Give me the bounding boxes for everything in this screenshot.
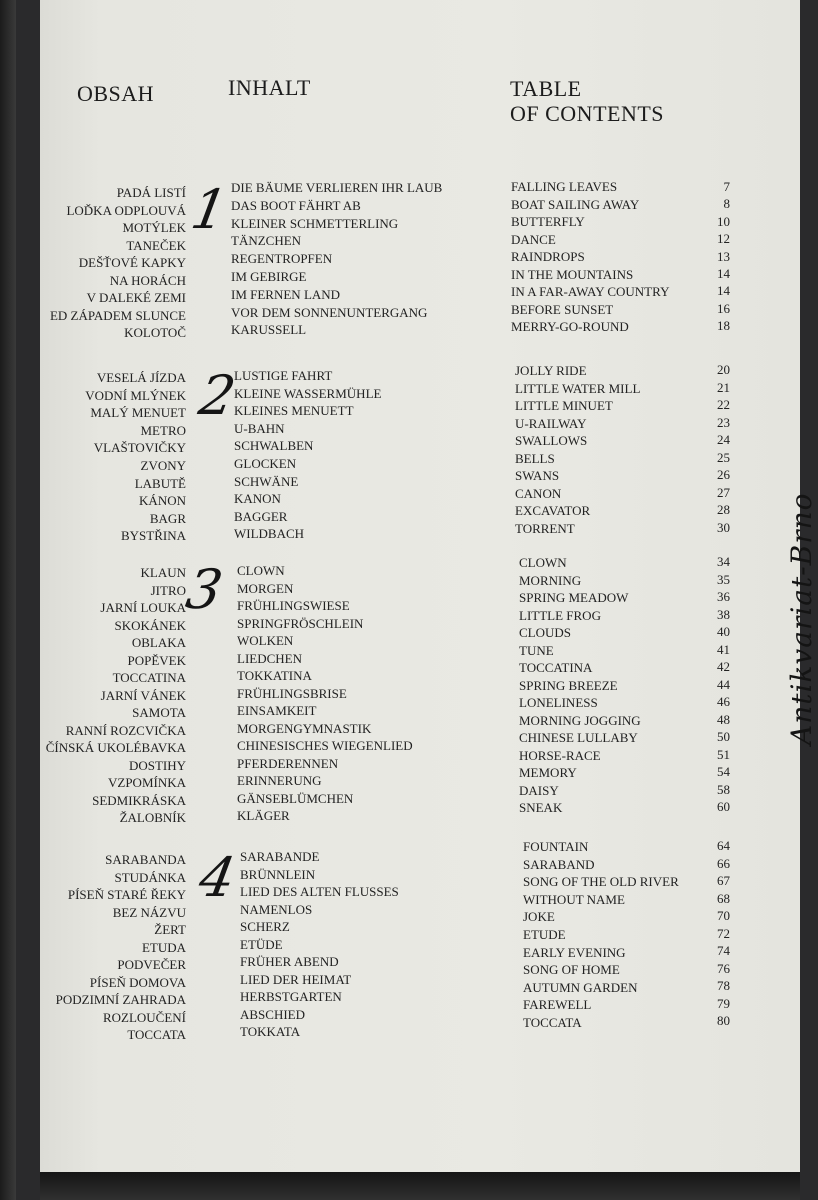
german-title: IM FERNEN LAND [231, 286, 341, 302]
czech-title: JITRO [150, 582, 186, 598]
german-title: CLOWN [237, 563, 285, 578]
page-number: 35 [717, 571, 730, 587]
german-title: MORGENGYMNASTIK [237, 720, 372, 736]
page-number: 74 [717, 943, 730, 958]
english-title: SPRING BREEZE [519, 677, 618, 693]
czech-title: VESELÁ JÍZDA [96, 370, 186, 385]
german-title: ABSCHIED [240, 1006, 306, 1022]
english-title: BELLS [515, 450, 555, 466]
czech-title: DEŠŤOVÉ KAPKY [78, 255, 186, 270]
page-number: 28 [717, 502, 730, 517]
german-title: DIE BÄUME VERLIEREN IHR LAUB [231, 180, 443, 195]
page-number: 51 [717, 746, 730, 762]
english-title: EARLY EVENING [523, 944, 626, 960]
czech-title: METRO [140, 422, 186, 438]
czech-title: PODZIMNÍ ZAHRADA [55, 992, 186, 1007]
page-number: 14 [717, 283, 730, 299]
czech-title: VODNÍ MLÝNEK [85, 387, 186, 403]
english-title: RAINDROPS [511, 249, 585, 264]
german-title: TOKKATA [240, 1024, 301, 1039]
german-title: U-BAHN [234, 420, 285, 436]
czech-title: TOCCATINA [112, 670, 186, 685]
german-title: WILDBACH [234, 526, 305, 542]
header-obsah: OBSAH [77, 81, 155, 106]
page-number: 40 [717, 624, 730, 639]
page-number: 22 [717, 397, 730, 412]
page-number: 12 [717, 231, 730, 247]
page-number: 44 [717, 676, 730, 692]
page-number: 79 [717, 995, 730, 1011]
czech-title: SEDMIKRÁSKA [92, 792, 186, 808]
czech-title: BYSTŘINA [120, 528, 186, 544]
page-number: 72 [717, 925, 730, 941]
english-title: EXCAVATOR [515, 503, 591, 518]
page-number: 58 [717, 781, 730, 797]
page-number: 24 [717, 432, 730, 447]
german-title: LIED DER HEIMAT [240, 971, 352, 987]
section-number-4: 4 [194, 846, 241, 909]
czech-title: ED ZÁPADEM SLUNCE [49, 307, 186, 323]
german-title: KANON [234, 491, 281, 507]
page-number: 68 [717, 890, 730, 906]
german-title: SCHWÄNE [234, 473, 299, 489]
english-title: TOCCATA [523, 1015, 582, 1030]
english-title: MORNING [519, 572, 582, 588]
czech-title: ROZLOUČENÍ [102, 1009, 186, 1025]
german-title: GLOCKEN [234, 456, 297, 471]
german-title: KLÄGER [237, 808, 290, 823]
english-title: CLOWN [519, 555, 567, 570]
english-title: U-RAILWAY [515, 415, 587, 431]
page-number: 42 [717, 659, 730, 674]
header-table-line2: OF CONTENTS [510, 101, 665, 126]
english-title: FAREWELL [523, 997, 592, 1013]
german-title: SCHWALBEN [234, 438, 314, 454]
czech-title: POPĚVEK [127, 652, 186, 668]
page-number: 46 [717, 694, 730, 709]
page-number: 64 [717, 838, 730, 853]
english-title: IN A FAR-AWAY COUNTRY [511, 284, 670, 299]
english-title: BUTTERFLY [511, 214, 585, 229]
english-title: LONELINESS [519, 695, 598, 710]
page-number: 20 [717, 362, 730, 377]
german-title: KLEINER SCHMETTERLING [231, 215, 399, 231]
czech-title: VLAŠTOVIČKY [93, 440, 186, 456]
page-number: 25 [717, 449, 730, 465]
english-title: WITHOUT NAME [523, 891, 625, 907]
page-bottom-edge [40, 1172, 800, 1200]
german-title: MORGEN [237, 580, 294, 596]
czech-title: MALÝ MENUET [90, 405, 186, 421]
czech-title: NA HORÁCH [109, 272, 186, 288]
page-number: 21 [717, 379, 730, 395]
english-title: BOAT SAILING AWAY [511, 196, 640, 212]
page-shadow-edge [0, 0, 16, 1200]
german-title: BRÜNNLEIN [240, 866, 316, 882]
page-number: 13 [717, 248, 730, 264]
german-title: FRÜHLINGSBRISE [237, 685, 347, 701]
czech-title: PODVEČER [117, 957, 186, 972]
english-title: SONG OF HOME [523, 962, 620, 978]
page-number: 54 [717, 764, 730, 779]
watermark-stamp: Antikvariat-Brno [785, 492, 818, 745]
czech-title: ČÍNSKÁ UKOLÉBAVKA [45, 740, 186, 755]
german-title: VOR DEM SONNENUNTERGANG [231, 304, 428, 320]
page-number: 78 [717, 978, 730, 993]
german-title: HERBSTGARTEN [240, 989, 342, 1004]
czech-title: MOTÝLEK [122, 220, 186, 235]
page-number: 30 [717, 519, 730, 535]
book-page [40, 0, 818, 1172]
czech-title: PÍSEŇ DOMOVA [89, 974, 186, 990]
german-title: LIED DES ALTEN FLUSSES [240, 884, 399, 899]
german-title: IM GEBIRGE [231, 269, 307, 284]
page-number: 70 [717, 908, 730, 923]
czech-title: TANEČEK [126, 237, 186, 253]
czech-title: V DALEKÉ ZEMI [86, 290, 186, 305]
czech-title: BAGR [149, 510, 186, 526]
english-title: SARABAND [523, 856, 595, 872]
czech-title: PÍSEŇ STARÉ ŘEKY [67, 887, 186, 902]
german-title: REGENTROPFEN [231, 251, 333, 267]
english-title: FOUNTAIN [523, 839, 589, 854]
english-title: SPRING MEADOW [519, 590, 629, 605]
czech-title: KOLOTOČ [124, 325, 186, 340]
english-title: DAISY [519, 782, 559, 798]
czech-title: DOSTIHY [128, 757, 186, 773]
german-title: ETÜDE [240, 936, 283, 952]
german-title: LUSTIGE FAHRT [234, 368, 333, 383]
english-title: BEFORE SUNSET [511, 301, 614, 317]
english-title: FALLING LEAVES [511, 179, 618, 194]
section-number-1: 1 [186, 178, 233, 241]
english-title: SONG OF THE OLD RIVER [523, 874, 679, 890]
german-title: LIEDCHEN [237, 650, 302, 666]
czech-title: RANNÍ ROZCVIČKA [65, 722, 186, 738]
section-number-3: 3 [181, 558, 228, 621]
english-title: DANCE [511, 231, 556, 247]
german-title: SPRINGFRÖSCHLEIN [237, 615, 364, 631]
english-title: AUTUMN GARDEN [523, 979, 638, 995]
german-title: CHINESISCHES WIEGENLIED [237, 738, 413, 753]
german-title: WOLKEN [237, 633, 294, 648]
czech-title: ŽERT [154, 922, 186, 937]
page-number: 8 [723, 196, 730, 212]
english-title: CANON [515, 485, 562, 501]
english-title: TORRENT [515, 520, 575, 536]
czech-title: PADÁ LISTÍ [116, 185, 186, 200]
czech-title: TOCCATA [127, 1027, 186, 1042]
czech-title: LABUTĚ [134, 475, 186, 491]
czech-title: JARNÍ VÁNEK [100, 687, 186, 703]
czech-title: KÁNON [139, 493, 186, 509]
english-title: IN THE MOUNTAINS [511, 266, 634, 282]
page-number: 14 [717, 266, 730, 281]
czech-title: JARNÍ LOUKA [100, 600, 186, 615]
german-title: TOKKATINA [237, 668, 312, 683]
english-title: CHINESE LULLABY [519, 730, 638, 745]
page-number: 48 [717, 711, 730, 727]
section-number-2: 2 [194, 364, 241, 427]
english-title: CLOUDS [519, 625, 572, 640]
german-title: TÄNZCHEN [231, 233, 302, 249]
english-title: MERRY-GO-ROUND [511, 319, 629, 334]
page-number: 23 [717, 414, 730, 430]
german-title: FRÜHLINGSWIESE [237, 598, 350, 613]
german-title: NAMENLOS [240, 901, 313, 917]
page-number: 34 [717, 554, 730, 569]
german-title: GÄNSEBLÜMCHEN [237, 790, 354, 806]
german-title: SARABANDE [240, 849, 320, 864]
english-title: SNEAK [519, 800, 563, 815]
page-number: 10 [717, 213, 730, 229]
czech-title: BEZ NÁZVU [112, 904, 186, 920]
german-title: PFERDERENNEN [237, 755, 339, 771]
czech-title: SKOKÁNEK [114, 617, 186, 633]
german-title: BAGGER [234, 508, 288, 524]
czech-title: ETUDA [141, 939, 186, 955]
page-number: 27 [717, 484, 730, 500]
page-number: 16 [717, 300, 730, 316]
english-title: LITTLE FROG [519, 607, 601, 623]
page-number: 7 [723, 179, 730, 194]
english-title: ETUDE [523, 927, 566, 942]
header-table-line1: TABLE [510, 76, 582, 101]
czech-title: KLAUN [140, 565, 186, 580]
czech-title: SARABANDA [105, 852, 186, 867]
english-title: SWANS [515, 468, 560, 483]
czech-title: SAMOTA [132, 705, 186, 720]
english-title: LITTLE MINUET [515, 398, 613, 413]
czech-title: LOĎKA ODPLOUVÁ [66, 202, 186, 218]
page-number: 80 [717, 1013, 730, 1028]
czech-title: ŽALOBNÍK [119, 810, 186, 825]
english-title: JOKE [523, 909, 555, 925]
english-title: MEMORY [519, 765, 577, 780]
german-title: DAS BOOT FÄHRT AB [231, 197, 361, 213]
german-title: KLEINES MENUETT [234, 403, 354, 419]
czech-title: OBLAKA [131, 635, 186, 650]
page-number: 41 [717, 641, 730, 657]
page-number: 67 [717, 873, 730, 888]
english-title: MORNING JOGGING [519, 712, 641, 728]
page-number: 76 [717, 960, 730, 976]
german-title: SCHERZ [240, 919, 290, 934]
czech-title: STUDÁNKA [114, 869, 186, 885]
german-title: KARUSSELL [231, 322, 307, 338]
czech-title: VZPOMÍNKA [108, 775, 186, 790]
german-title: KLEINE WASSERMÜHLE [234, 385, 382, 401]
header-inhalt: INHALT [228, 75, 311, 100]
english-title: HORSE-RACE [519, 747, 601, 763]
czech-title: ZVONY [140, 458, 186, 473]
german-title: EINSAMKEIT [237, 703, 317, 718]
english-title: JOLLY RIDE [515, 363, 587, 378]
german-title: ERINNERUNG [237, 773, 322, 788]
english-title: TOCCATINA [519, 660, 593, 675]
page-number: 18 [717, 318, 730, 334]
page-number: 38 [717, 606, 730, 622]
page-number: 36 [717, 589, 730, 604]
english-title: LITTLE WATER MILL [515, 380, 641, 396]
german-title: FRÜHER ABEND [240, 954, 339, 969]
english-title: SWALLOWS [515, 433, 588, 448]
page-number: 50 [717, 729, 730, 744]
page-number: 60 [717, 799, 730, 814]
page-number: 26 [717, 467, 730, 482]
page-number: 66 [717, 855, 730, 871]
english-title: TUNE [519, 642, 554, 658]
